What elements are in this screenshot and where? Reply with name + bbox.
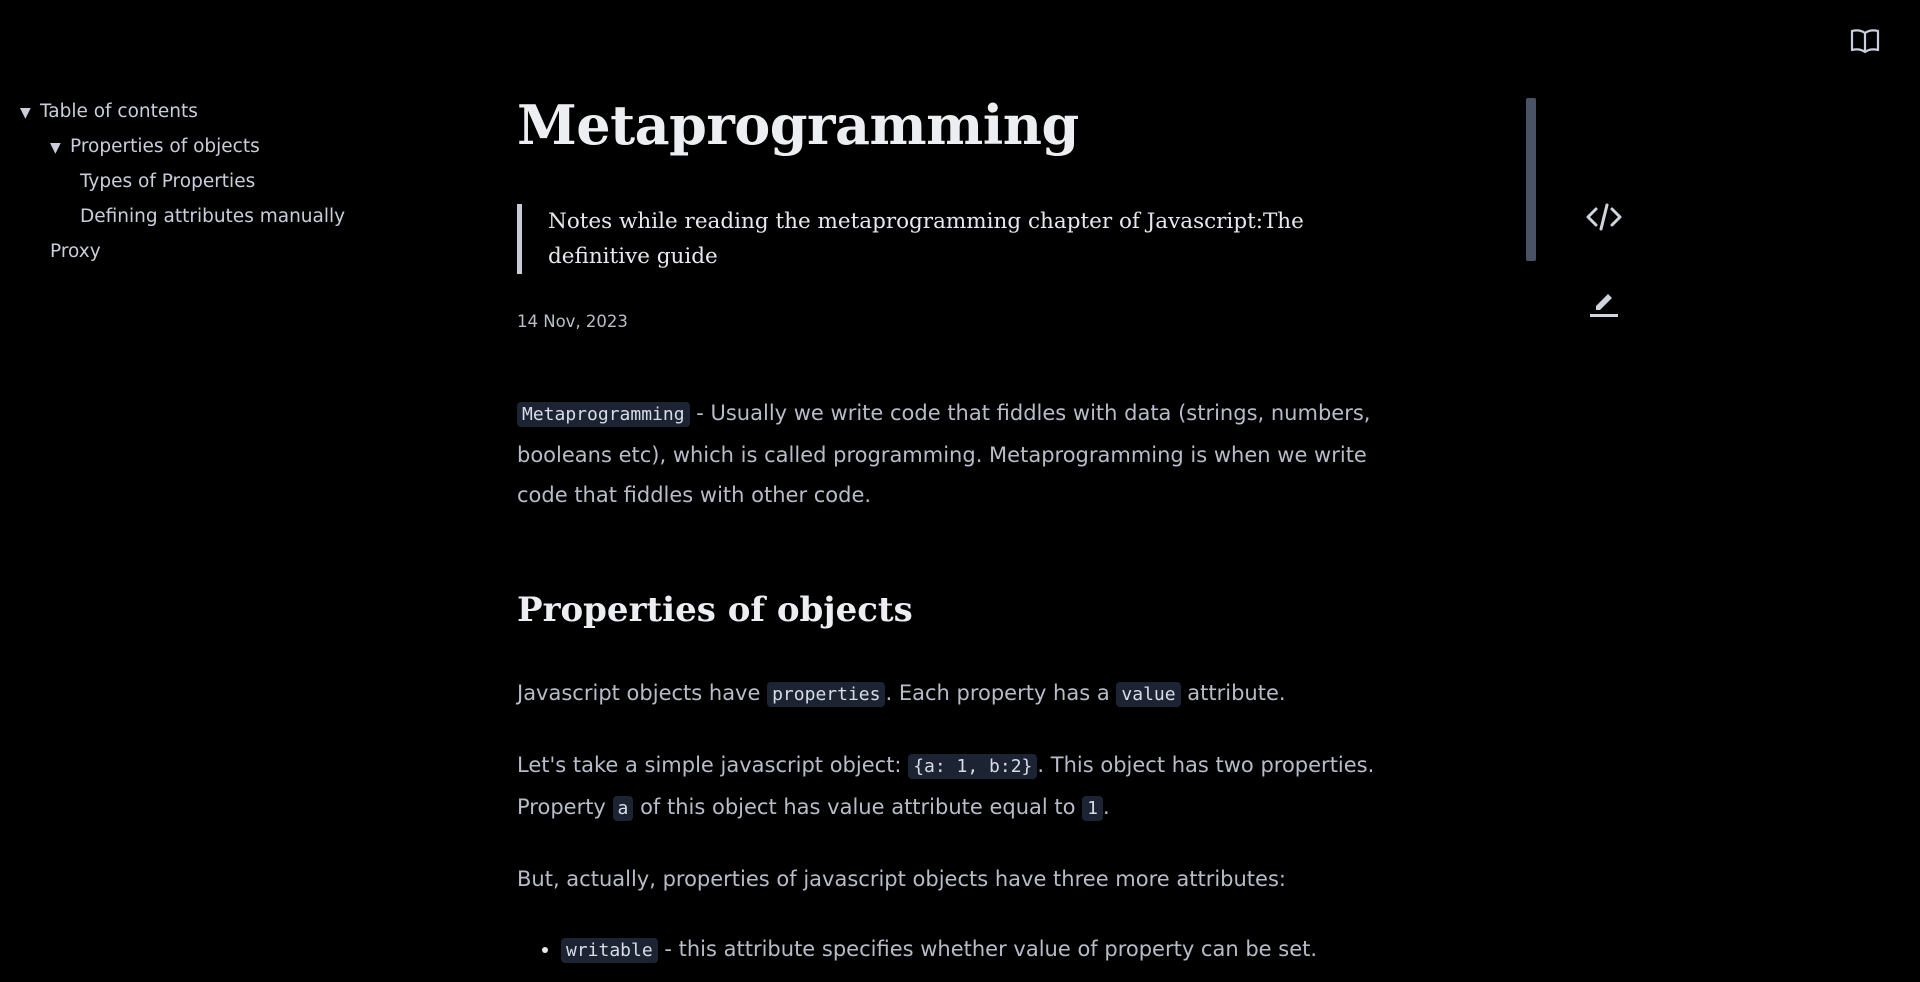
inline-code: a	[613, 796, 634, 821]
toc-item-proxy[interactable]: Proxy	[50, 241, 101, 262]
paragraph: Let's take a simple javascript object: {a: 1, b:2} . This object has two properties. Property a of this object has value attribute equal to 1 .	[517, 753, 1375, 819]
inline-code: Metaprogramming	[517, 402, 690, 427]
publish-date: 14 Nov, 2023	[517, 312, 628, 331]
list-item: • writable - this attribute specifies whether value of property can be set.	[561, 929, 1397, 971]
inline-code: {a: 1, b:2}	[908, 754, 1037, 779]
paragraph: But, actually, properties of javascript objects have three more attributes:	[517, 867, 1286, 891]
summary-quote: Notes while reading the metaprogramming chapter of Javascript:The definitive guide	[517, 204, 1398, 274]
edit-page-button[interactable]	[1588, 288, 1620, 320]
pencil-icon	[1588, 288, 1620, 320]
inline-code: 1	[1082, 796, 1103, 821]
triangle-down-icon: ▼	[20, 105, 31, 121]
scroll-progress-bar	[1526, 98, 1536, 261]
toc-item-properties-of-objects[interactable]: ▼ Properties of objects	[20, 132, 400, 167]
inline-code: value	[1116, 682, 1180, 707]
section-heading-properties-of-objects: Properties of objects	[517, 590, 913, 630]
article	[517, 86, 1397, 971]
attribute-list	[517, 929, 1397, 971]
page-title: Metaprogramming	[517, 93, 1079, 157]
toc-item-defining-attributes-manually[interactable]: Defining attributes manually	[80, 206, 346, 227]
code-icon	[1586, 200, 1622, 234]
toc-item-types-of-properties[interactable]: Types of Properties	[80, 171, 256, 192]
paragraph: Javascript objects have properties . Each property has a value attribute.	[517, 681, 1286, 705]
inline-code: properties	[767, 682, 885, 707]
book-open-icon	[1850, 28, 1880, 54]
reader-mode-button[interactable]	[1848, 24, 1882, 58]
toc-heading[interactable]: ▼ Table of contents	[20, 97, 400, 132]
view-source-button[interactable]	[1586, 200, 1622, 234]
intro-paragraph: Metaprogramming - Usually we write code that fiddles with data (strings, numbers, booleans etc), which is called programming. Metaprogramming is when we write code that fiddles with other code.	[517, 401, 1371, 507]
inline-code: writable	[561, 938, 658, 963]
triangle-down-icon: ▼	[50, 140, 61, 156]
table-of-contents	[20, 97, 400, 272]
